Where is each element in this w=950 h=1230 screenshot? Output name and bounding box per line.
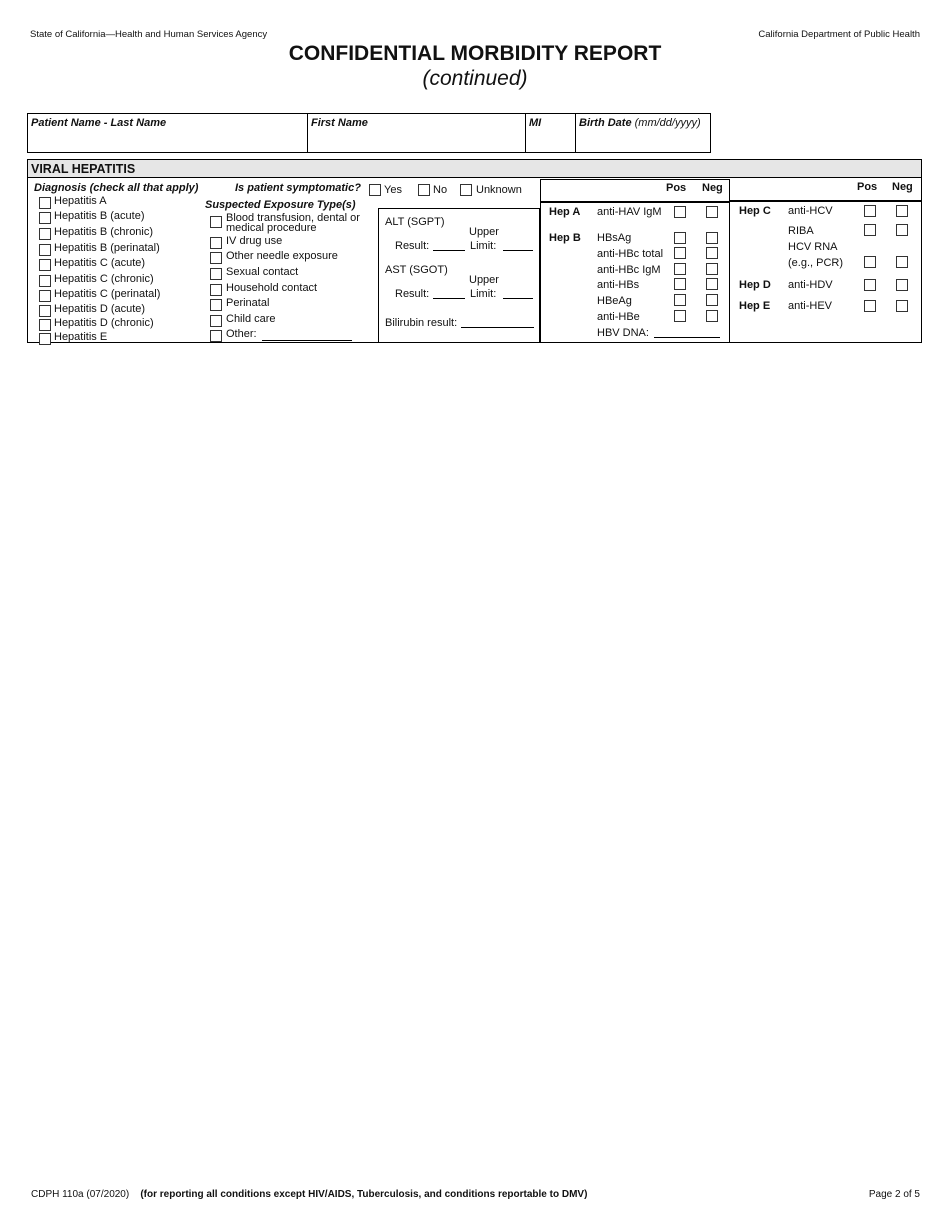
serology-test: anti-HEV [788,300,833,312]
exposure-checkbox[interactable] [210,268,222,280]
alt-limit-label: Limit: [470,240,497,252]
first-name-field[interactable]: First Name [308,114,526,152]
exposure-item: IV drug use [226,235,283,247]
alt-result-label: Result: [395,240,430,252]
symptomatic-yes-label: Yes [384,184,402,196]
footer-left [31,1189,587,1200]
serology-test: anti-HBc IgM [597,264,661,276]
agency-name: State of California—Health and Human Services Agency [30,29,268,40]
pos-checkbox[interactable] [674,310,686,322]
hbv-dna-label: HBV DNA: [597,327,649,339]
other-exposure-line[interactable] [262,340,352,341]
diagnosis-item: Hepatitis B (chronic) [54,226,154,238]
neg-checkbox[interactable] [706,232,718,244]
exposure-checkbox[interactable] [210,315,222,327]
neg-checkbox[interactable] [706,263,718,275]
form-id: CDPH 110a (07/2020) [31,1189,130,1200]
exposure-checkbox[interactable] [210,284,222,296]
diagnosis-checkbox[interactable] [39,212,51,224]
hep-e-label: Hep E [739,300,771,312]
diagnosis-checkbox[interactable] [39,259,51,271]
neg-checkbox[interactable] [896,224,908,236]
pos-checkbox[interactable] [864,256,876,268]
diagnosis-item: Hepatitis C (acute) [54,257,146,269]
pos-checkbox[interactable] [864,279,876,291]
diagnosis-item: Hepatitis E [54,331,108,343]
symptomatic-unknown-label: Unknown [476,184,522,196]
exposure-item: Perinatal [226,297,270,309]
serology-test-note: (e.g., PCR) [788,257,844,269]
page-subtitle: (continued) [422,67,528,90]
ast-result-line[interactable] [433,298,465,299]
symptomatic-unknown-checkbox[interactable] [460,184,472,196]
pos-checkbox[interactable] [674,247,686,259]
neg-checkbox[interactable] [706,206,718,218]
hep-c-label: Hep C [739,205,771,217]
diagnosis-item: Hepatitis B (perinatal) [54,242,160,254]
ast-limit-line[interactable] [503,298,533,299]
alt-result-line[interactable] [433,250,465,251]
section-title: VIRAL HEPATITIS [28,160,921,178]
exposure-checkbox[interactable] [210,330,222,342]
ast-upper-label: Upper [469,274,499,286]
diagnosis-item: Hepatitis A [54,195,107,207]
neg-checkbox[interactable] [706,294,718,306]
exposure-item: Blood transfusion, dental or [226,212,360,224]
serology-test: anti-HDV [788,279,833,291]
bilirubin-line[interactable] [461,327,534,328]
diagnosis-checkbox[interactable] [39,228,51,240]
diagnosis-checkbox[interactable] [39,290,51,302]
page-title: CONFIDENTIAL MORBIDITY REPORT [288,42,662,65]
exposure-checkbox[interactable] [210,252,222,264]
diagnosis-checkbox[interactable] [39,275,51,287]
page-number: Page 2 of 5 [868,1189,920,1200]
pos-checkbox[interactable] [864,224,876,236]
pos-checkbox[interactable] [674,294,686,306]
pos-checkbox[interactable] [674,206,686,218]
serology-ab-box [540,179,730,343]
alt-upper-label: Upper [469,226,499,238]
exposure-checkbox[interactable] [210,299,222,311]
neg-header: Neg [702,182,723,194]
neg-checkbox[interactable] [706,278,718,290]
liver-labs-box [378,208,540,343]
diagnosis-item: Hepatitis C (perinatal) [54,288,161,300]
hep-b-label: Hep B [549,232,581,244]
exposure-item: Child care [226,313,276,325]
diagnosis-item: Hepatitis C (chronic) [54,273,154,285]
symptomatic-label: Is patient symptomatic? [235,182,361,194]
viral-hepatitis-section [27,159,922,343]
pos-header: Pos [666,182,687,194]
neg-header: Neg [892,181,913,193]
exposure-item: Household contact [226,282,318,294]
hep-d-label: Hep D [739,279,771,291]
diagnosis-checkbox[interactable] [39,197,51,209]
diagnosis-checkbox[interactable] [39,333,51,345]
diagnosis-checkbox[interactable] [39,319,51,331]
neg-checkbox[interactable] [896,300,908,312]
neg-checkbox[interactable] [896,256,908,268]
exposure-label: Suspected Exposure Type(s) [205,199,356,211]
bilirubin-label: Bilirubin result: [385,317,458,329]
exposure-checkbox[interactable] [210,237,222,249]
symptomatic-yes-checkbox[interactable] [369,184,381,196]
neg-checkbox[interactable] [896,279,908,291]
diagnosis-item: Hepatitis B (acute) [54,210,145,222]
symptomatic-no-label: No [433,184,448,196]
exposure-checkbox[interactable] [210,216,222,228]
serology-test: anti-HBc total [597,248,664,260]
diagnosis-checkbox[interactable] [39,305,51,317]
serology-test: anti-HBs [597,279,640,291]
serology-test: HBsAg [597,232,632,244]
diagnosis-item: Hepatitis D (chronic) [54,317,154,329]
serology-test: anti-HCV [788,205,833,217]
diagnosis-label: Diagnosis (check all that apply) [34,182,199,194]
diagnosis-checkbox[interactable] [39,244,51,256]
neg-checkbox[interactable] [706,247,718,259]
pos-checkbox[interactable] [864,300,876,312]
last-name-field[interactable]: Patient Name - Last Name [28,114,308,152]
exposure-item: Sexual contact [226,266,299,278]
hbv-dna-line[interactable] [654,337,720,338]
ast-label: AST (SGOT) [385,264,448,276]
serology-test: HBeAg [597,295,632,307]
serology-test: anti-HAV IgM [597,206,662,218]
serology-test: RIBA [788,225,814,237]
patient-info-row [27,113,711,153]
pos-checkbox[interactable] [864,205,876,217]
footer-note: (for reporting all conditions except HIV/AIDS, Tuberculosis, and conditions reportable to DMV) [140,1189,588,1200]
pos-header: Pos [857,181,878,193]
exposure-item: Other needle exposure [226,250,338,262]
diagnosis-item: Hepatitis D (acute) [54,303,146,315]
pos-checkbox[interactable] [674,278,686,290]
serology-test: anti-HBe [597,311,640,323]
ast-result-label: Result: [395,288,430,300]
birth-date-field[interactable]: Birth Date (mm/dd/yyyy) [579,117,701,129]
alt-label: ALT (SGPT) [385,216,445,228]
neg-checkbox[interactable] [896,205,908,217]
exposure-item: medical procedure [226,222,317,234]
neg-checkbox[interactable] [706,310,718,322]
pos-checkbox[interactable] [674,232,686,244]
alt-limit-line[interactable] [503,250,533,251]
serology-test: HCV RNA [788,241,838,253]
pos-checkbox[interactable] [674,263,686,275]
department-name: California Department of Public Health [758,29,920,40]
exposure-item: Other: [226,328,257,340]
hep-a-label: Hep A [549,206,581,218]
ast-limit-label: Limit: [470,288,497,300]
mi-field[interactable]: MI [526,114,576,152]
symptomatic-no-checkbox[interactable] [418,184,430,196]
